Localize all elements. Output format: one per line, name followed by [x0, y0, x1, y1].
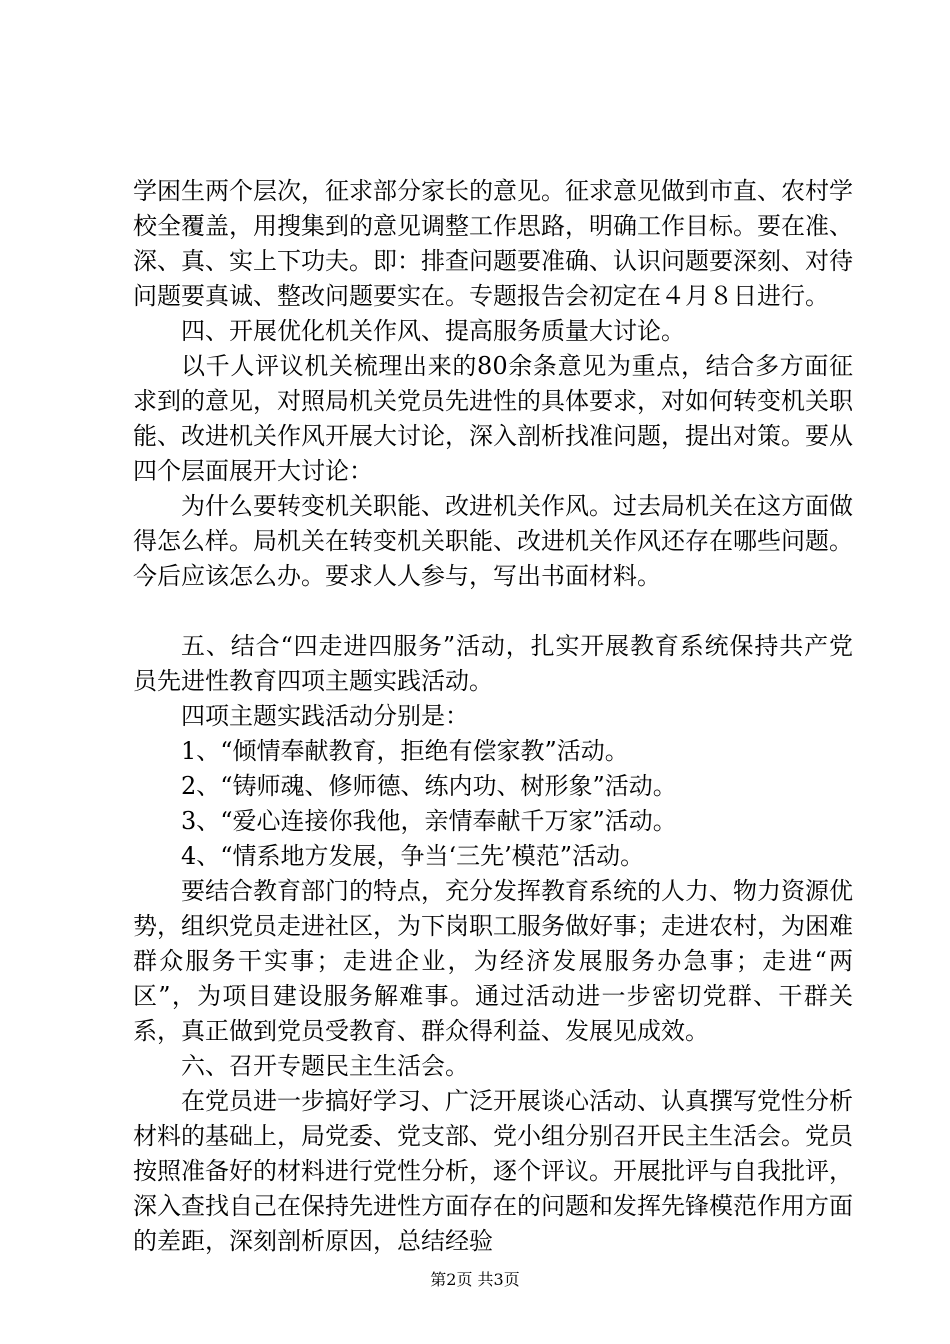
- page-footer: 第2页 共3页: [430, 1270, 520, 1289]
- paragraph-discussion-questions: 为什么要转变机关职能、改进机关作风。过去局机关在这方面做得怎么样。局机关在转变机关职能、改进机关作风还存在哪些问题。今后应该怎么办。要求人人参与，写出书面材料。: [133, 492, 853, 590]
- paragraph-democratic-meeting: 在党员进一步搞好学习、广泛开展谈心活动、认真撰写党性分析材料的基础上，局党委、党支部、党小组分别召开民主生活会。党员按照准备好的材料进行党性分析，逐个评议。开展批评与自我批评，深入查找自己在保持先进性方面存在的问题和发挥先锋模范作用方面的差距，深刻剖析原因，总结经验: [133, 1087, 853, 1255]
- list-item-activity-2: 2、“铸师魂、修师德、练内功、树形象”活动。: [181, 772, 677, 800]
- section-heading-4: 四、开展优化机关作风、提高服务质量大讨论。: [181, 317, 685, 345]
- paragraph-activities-intro: 四项主题实践活动分别是：: [181, 702, 469, 730]
- list-item-activity-1: 1、“倾情奉献教育，拒绝有偿家教”活动。: [181, 737, 629, 765]
- section-heading-5: 五、结合“四走进四服务”活动，扎实开展教育系统保持共产党员先进性教育四项主题实践活动。: [133, 632, 853, 695]
- list-item-activity-3: 3、“爱心连接你我他，亲情奉献千万家”活动。: [181, 807, 677, 835]
- paragraph-discussion-intro: 以千人评议机关梳理出来的80余条意见为重点，结合多方面征求到的意见，对照局机关党员先进性的具体要求，对如何转变机关职能、改进机关作风开展大讨论，深入剖析找准问题，提出对策。要从四个层面展开大讨论：: [133, 352, 853, 485]
- paragraph-continuation: 学困生两个层次，征求部分家长的意见。征求意见做到市直、农村学校全覆盖，用搜集到的意见调整工作思路，明确工作目标。要在准、深、真、实上下功夫。即：排查问题要准确、认识问题要深刻、对待问题要真诚、整改问题要实在。专题报告会初定在４月８日进行。: [133, 177, 853, 310]
- section-heading-6: 六、召开专题民主生活会。: [181, 1052, 469, 1080]
- list-item-activity-4: 4、“情系地方发展，争当‘三先’模范”活动。: [181, 842, 645, 870]
- paragraph-activities-detail: 要结合教育部门的特点，充分发挥教育系统的人力、物力资源优势，组织党员走进社区，为下岗职工服务做好事；走进农村，为困难群众服务干实事；走进企业，为经济发展服务办急事；走进“两区”，为项目建设服务解难事。通过活动进一步密切党群、干群关系，真正做到党员受教育、群众得利益、发展见成效。: [133, 877, 853, 1045]
- document-body: [133, 174, 853, 1259]
